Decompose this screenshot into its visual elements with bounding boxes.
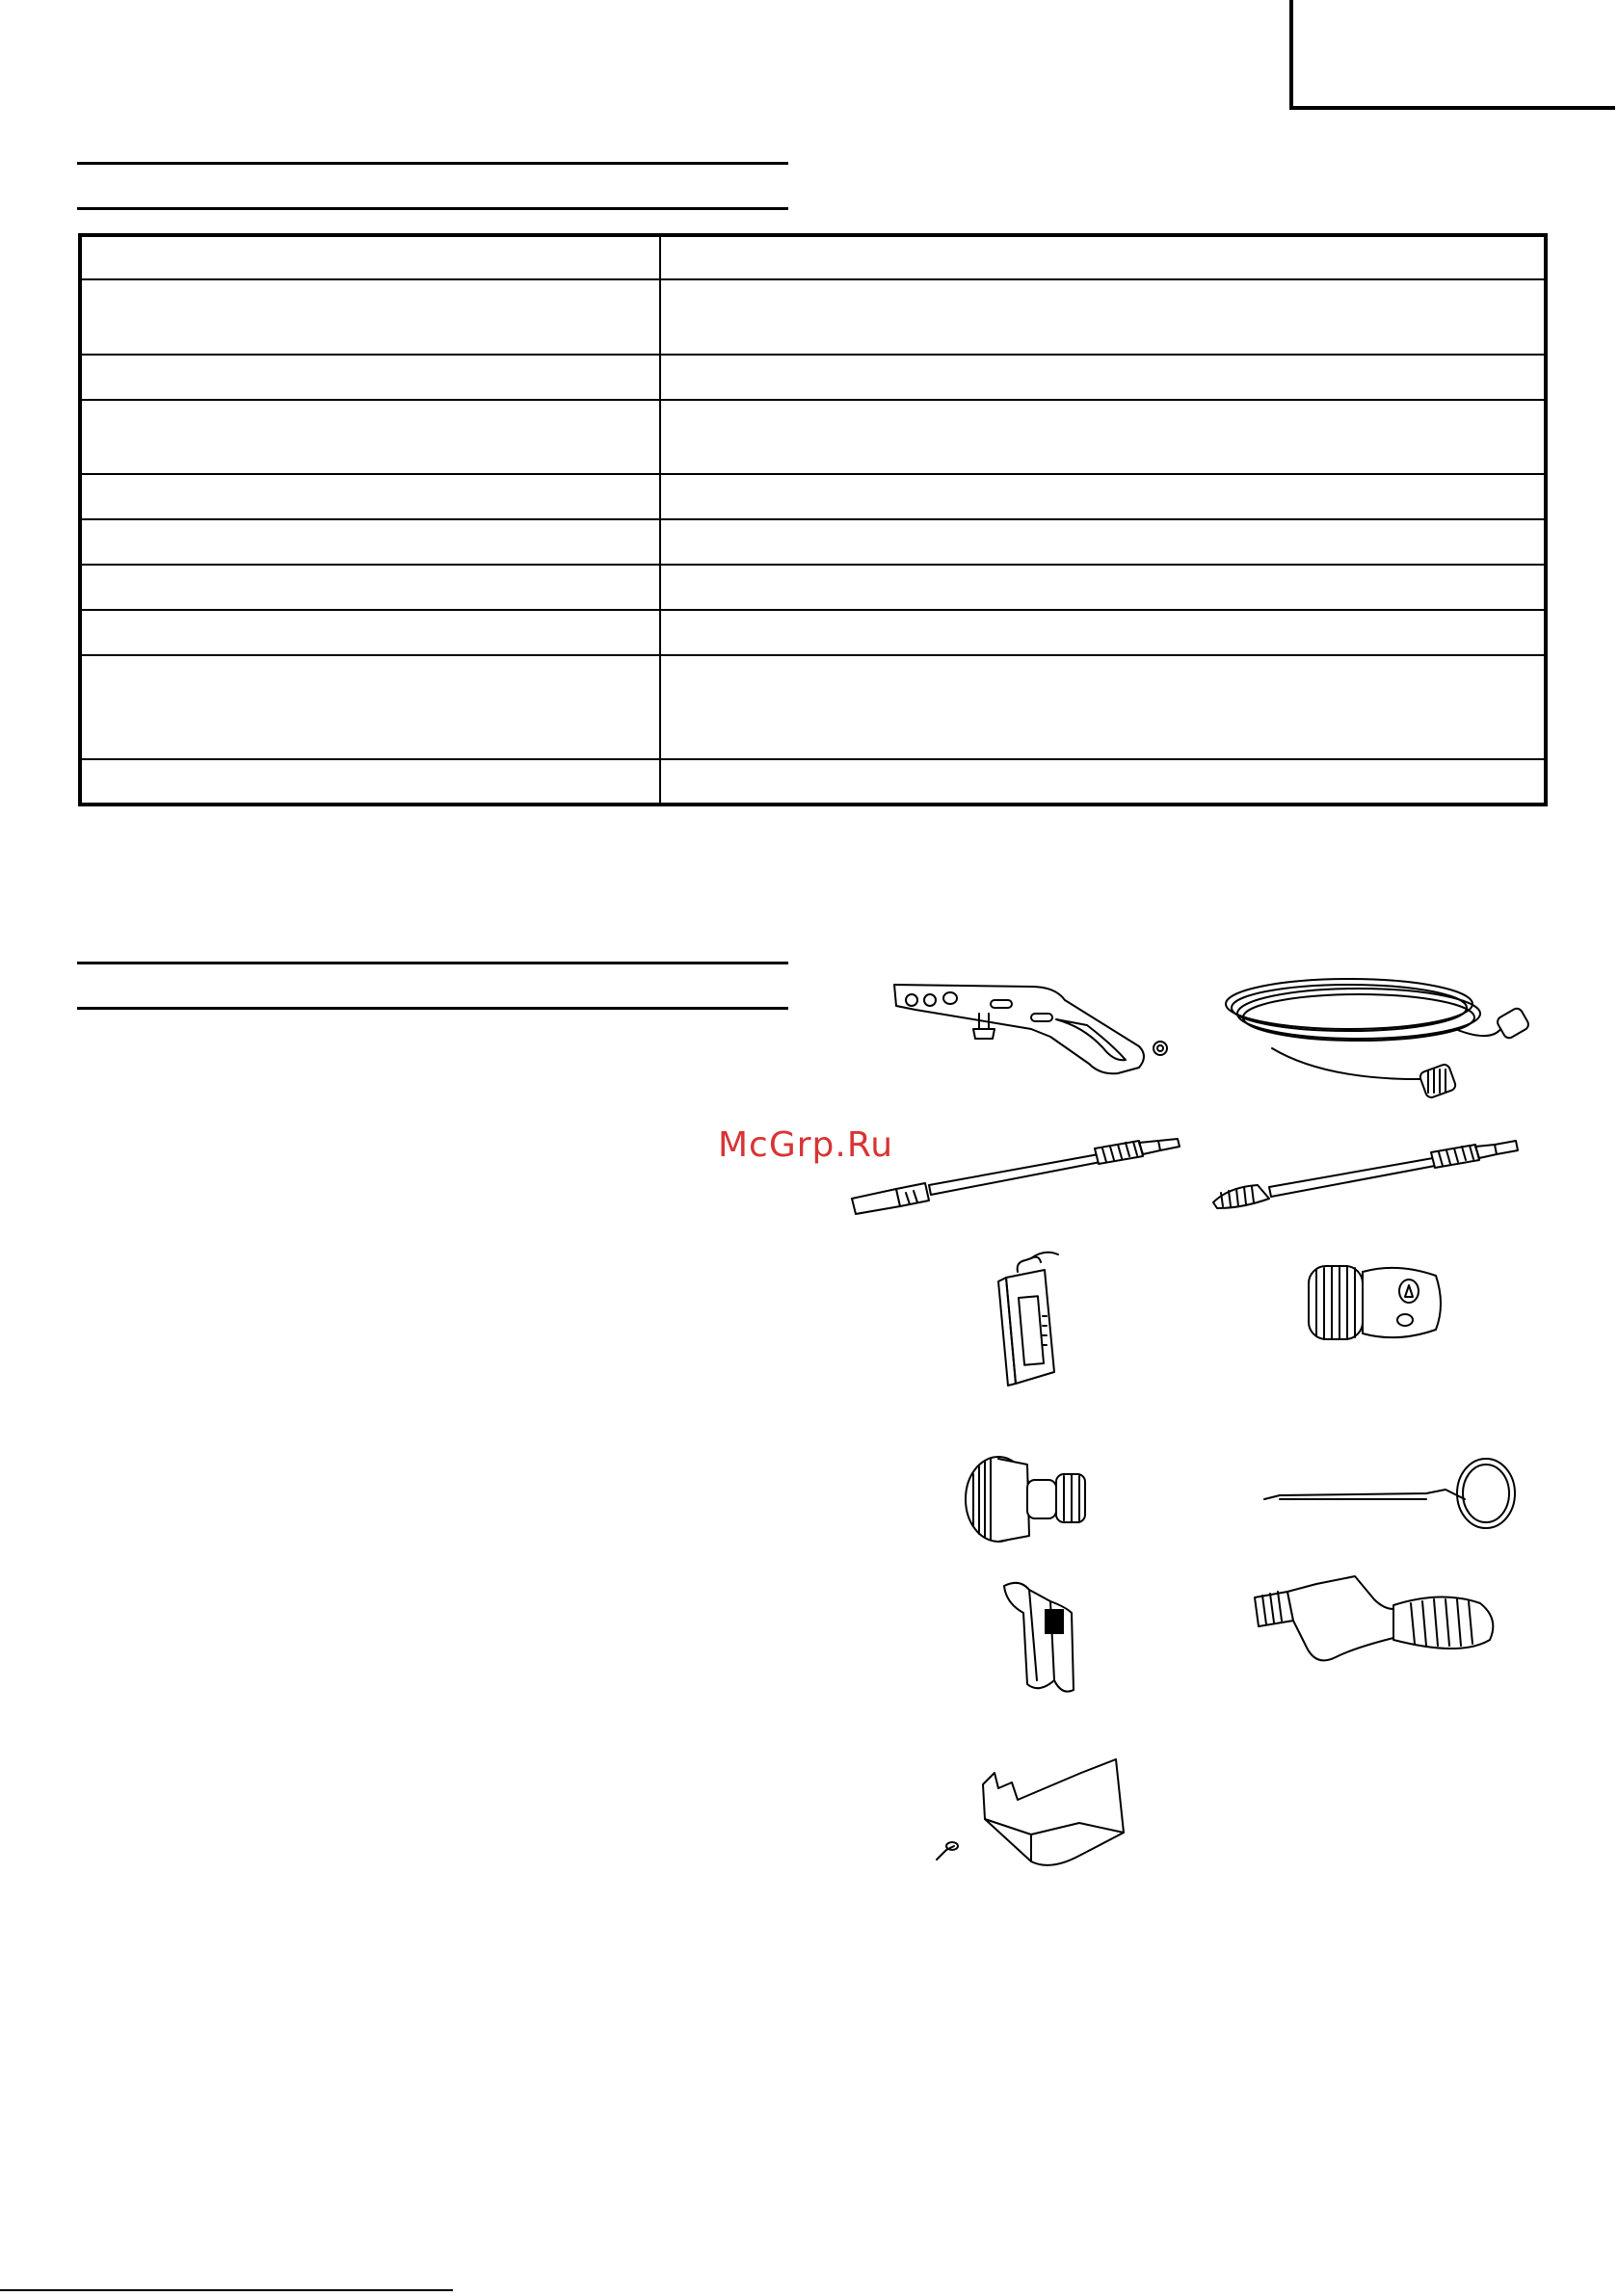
spec-label bbox=[80, 565, 660, 610]
spec-label bbox=[80, 519, 660, 565]
accessories-title-rule-bottom bbox=[77, 1007, 788, 1010]
spec-label bbox=[80, 655, 660, 759]
watermark-text: McGrp.Ru bbox=[718, 1125, 894, 1165]
spec-value bbox=[660, 279, 1546, 355]
table-row bbox=[80, 519, 1546, 565]
table-row bbox=[80, 235, 1546, 279]
spec-label bbox=[80, 610, 660, 655]
table-row bbox=[80, 400, 1546, 474]
spec-value bbox=[660, 610, 1546, 655]
hose-connector-icon bbox=[1301, 1256, 1455, 1353]
footer-line bbox=[0, 2289, 453, 2291]
table-row bbox=[80, 610, 1546, 655]
table-row bbox=[80, 759, 1546, 805]
spec-label bbox=[80, 235, 660, 279]
handle-knob-icon bbox=[1249, 1570, 1499, 1686]
table-row bbox=[80, 474, 1546, 519]
accessories-title-rule-top bbox=[77, 962, 788, 964]
tap-adapter-icon bbox=[960, 1445, 1095, 1551]
bracket-with-screw-icon bbox=[935, 1755, 1137, 1881]
specifications-table bbox=[78, 233, 1548, 806]
spec-label bbox=[80, 355, 660, 400]
section-title-rule-top bbox=[77, 162, 788, 165]
adjustable-lance-icon bbox=[848, 1129, 1185, 1216]
spec-label bbox=[80, 759, 660, 805]
spec-value bbox=[660, 235, 1546, 279]
spec-label bbox=[80, 474, 660, 519]
turbo-lance-icon bbox=[1209, 1129, 1547, 1216]
spec-value bbox=[660, 519, 1546, 565]
spec-label bbox=[80, 279, 660, 355]
spec-value bbox=[660, 565, 1546, 610]
detergent-bottle-icon bbox=[987, 1249, 1093, 1393]
spec-value bbox=[660, 400, 1546, 474]
table-row bbox=[80, 655, 1546, 759]
table-row bbox=[80, 565, 1546, 610]
spec-label bbox=[80, 400, 660, 474]
nozzle-cleaning-needle-icon bbox=[1262, 1449, 1523, 1536]
spec-value bbox=[660, 474, 1546, 519]
spec-value bbox=[660, 759, 1546, 805]
holder-clip-icon bbox=[985, 1574, 1091, 1700]
table-row bbox=[80, 355, 1546, 400]
page-number-box bbox=[1289, 0, 1615, 110]
section-title-rule-bottom bbox=[77, 207, 788, 210]
high-pressure-hose-icon bbox=[1214, 973, 1552, 1108]
spray-gun-icon bbox=[887, 967, 1176, 1083]
table-row bbox=[80, 279, 1546, 355]
spec-value bbox=[660, 655, 1546, 759]
spec-value bbox=[660, 355, 1546, 400]
